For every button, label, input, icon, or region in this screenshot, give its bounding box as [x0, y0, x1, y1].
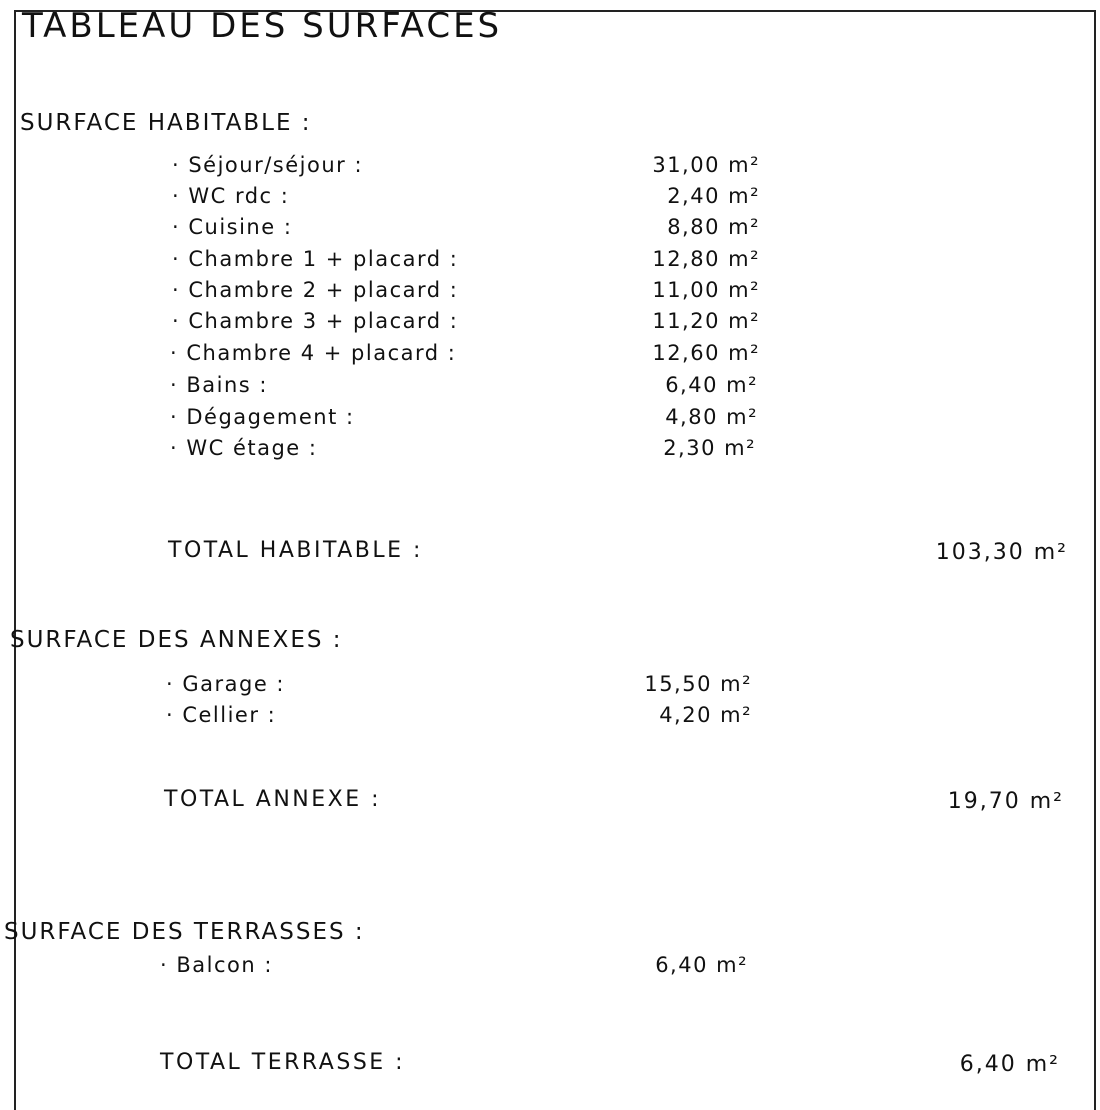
total-terrasse-value: 6,40 m²	[959, 1052, 1060, 1077]
document-title: TABLEAU DES SURFACES	[22, 6, 503, 46]
total-habitable-value: 103,30 m²	[935, 540, 1068, 565]
list-item-label: · Chambre 1 + placard :	[172, 247, 459, 271]
list-item-label: · Cuisine :	[172, 215, 293, 239]
list-item-label: · Bains :	[170, 373, 268, 397]
total-habitable-label: TOTAL HABITABLE :	[168, 538, 423, 563]
list-item-value: 2,40 m²	[667, 184, 760, 208]
list-item-value: 12,60 m²	[652, 341, 760, 365]
list-item-label: · Cellier :	[166, 703, 277, 727]
list-item-value: 8,80 m²	[667, 215, 760, 239]
section-heading-habitable: SURFACE HABITABLE :	[20, 110, 312, 136]
list-item-label: · Chambre 4 + placard :	[170, 341, 457, 365]
list-item-label: · WC rdc :	[172, 184, 290, 208]
section-heading-terrasses: SURFACE DES TERRASSES :	[4, 919, 365, 945]
list-item-value: 4,20 m²	[659, 703, 752, 727]
total-annexe-label: TOTAL ANNEXE :	[164, 787, 382, 812]
list-item-value: 11,20 m²	[652, 309, 760, 333]
list-item-label: · Séjour/séjour :	[172, 153, 364, 177]
list-item-label: · WC étage :	[170, 436, 318, 460]
total-terrasse-label: TOTAL TERRASSE :	[160, 1050, 406, 1075]
total-annexe-value: 19,70 m²	[947, 789, 1064, 814]
list-item-label: · Chambre 3 + placard :	[172, 309, 459, 333]
list-item-value: 4,80 m²	[665, 405, 758, 429]
list-item-label: · Garage :	[166, 672, 285, 696]
list-item-label: · Balcon :	[160, 953, 273, 977]
list-item-value: 6,40 m²	[665, 373, 758, 397]
list-item-label: · Dégagement :	[170, 405, 355, 429]
list-item-value: 2,30 m²	[663, 436, 756, 460]
section-heading-annexes: SURFACE DES ANNEXES :	[10, 627, 343, 653]
list-item-value: 12,80 m²	[652, 247, 760, 271]
list-item-value: 31,00 m²	[652, 153, 760, 177]
list-item-label: · Chambre 2 + placard :	[172, 278, 459, 302]
list-item-value: 15,50 m²	[644, 672, 752, 696]
list-item-value: 11,00 m²	[652, 278, 760, 302]
list-item-value: 6,40 m²	[655, 953, 748, 977]
